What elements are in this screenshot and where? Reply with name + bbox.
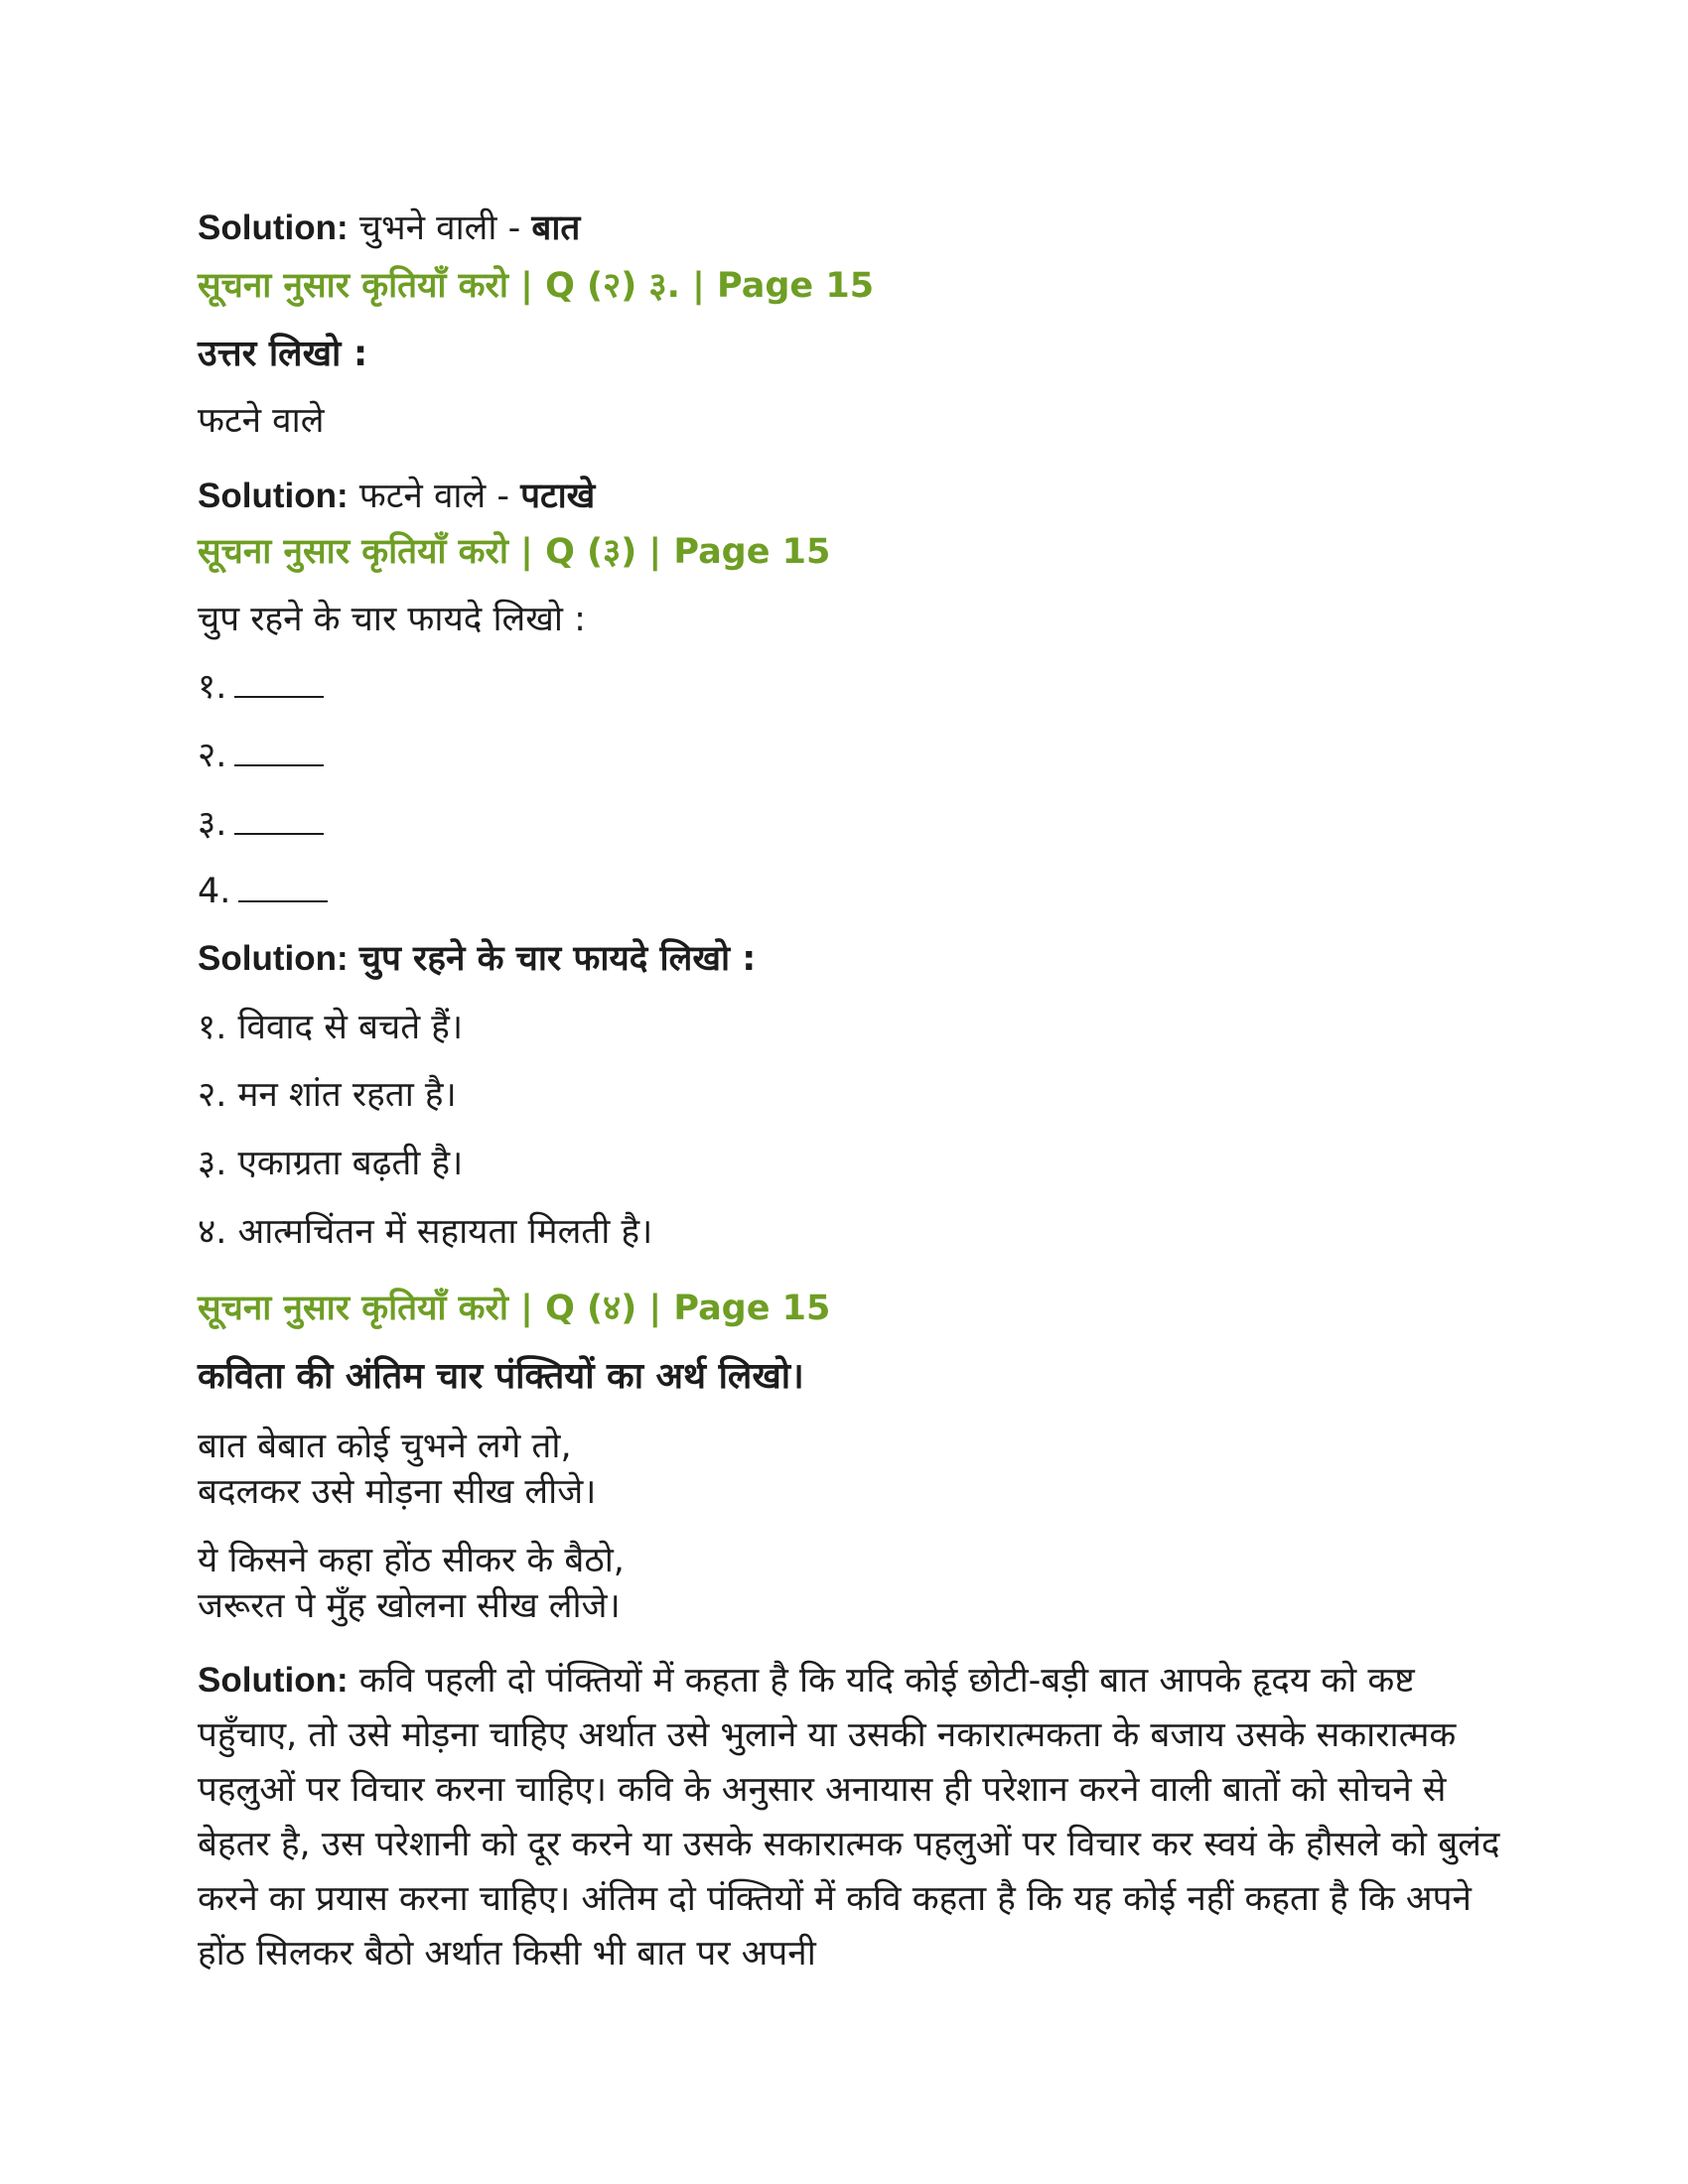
solution-label: Solution: xyxy=(198,208,349,247)
solution-answer: बात xyxy=(531,208,581,248)
poem-line: जरूरत पे मुँह खोलना सीख लीजे। xyxy=(198,1586,621,1626)
solution-label: Solution: xyxy=(198,1661,349,1700)
blank-line xyxy=(234,737,324,766)
blank-number: ३. xyxy=(198,804,227,844)
blank-number: 4. xyxy=(198,872,231,911)
solution-title: चुप रहने के चार फायदे लिखो : xyxy=(358,939,757,979)
poem-line: बदलकर उसे मोड़ना सीख लीजे। xyxy=(198,1472,597,1512)
solution-text: कवि पहली दो पंक्तियों में कहता है कि यदि कोई छोटी-बड़ी बात आपके हृदय को कष्ट पहुँचाए, तो उसे मोड़ना चाहिए अर्थात उसे भुलाने या उसकी नकारात्मकता के बजाय उसके सकारात्मक पहलुओं पर विचार करना चाहिए। कवि के अनुसार अनायास ही परेशान करने वाली बातों को सोचने से बेहतर है, उस परेशानी को दूर करने या उसके सकारात्मक पहलुओं पर विचार कर स्वयं के हौसले को बुलंद करने का प्रयास करना चाहिए। अंतिम दो पंक्तियों में कवि कहता है कि यह कोई नहीं कहता है कि अपने होंठ सिलकर बैठो अर्थात किसी भी बात पर अपनी xyxy=(198,1661,1500,1974)
solution-text: चुभने वाली - xyxy=(358,208,532,248)
solution-line-2 xyxy=(198,477,595,516)
answer-item: २. मन शांत रहता है। xyxy=(198,1075,457,1115)
question-heading-2: सूचना नुसार कृतियाँ करो | Q (२) ३. | Page 15 xyxy=(198,266,875,306)
answer-item: ४. आत्मचिंतन में सहायता मिलती है। xyxy=(198,1212,653,1252)
solution-text: फटने वाले - xyxy=(358,477,521,516)
question-heading-4: सूचना नुसार कृतियाँ करो | Q (४) | Page 15 xyxy=(198,1289,831,1328)
blank-number: १. xyxy=(198,667,227,707)
question-prompt-2: फटने वाले xyxy=(198,401,325,441)
question-text-2: उत्तर लिखो : xyxy=(198,334,368,374)
question-text-4: कविता की अंतिम चार पंक्तियों का अर्थ लिखो। xyxy=(198,1356,804,1397)
solution-label: Solution: xyxy=(198,477,349,515)
question-heading-3: सूचना नुसार कृतियाँ करो | Q (३) | Page 15 xyxy=(198,532,831,572)
poem-line: बात बेबात कोई चुभने लगे तो, xyxy=(198,1427,572,1466)
blank-item xyxy=(198,667,324,707)
solution-paragraph-4 xyxy=(198,1653,1508,1981)
blank-line xyxy=(234,668,324,698)
blank-item xyxy=(198,804,324,844)
answer-item: ३. एकाग्रता बढ़ती है। xyxy=(198,1144,464,1183)
answer-item: १. विवाद से बचते हैं। xyxy=(198,1008,464,1047)
blank-number: २. xyxy=(198,736,227,775)
solution-answer: पटाखे xyxy=(520,477,596,516)
question-text-3: चुप रहने के चार फायदे लिखो : xyxy=(198,600,586,639)
blank-line xyxy=(234,805,324,835)
poem-line: ये किसने कहा होंठ सीकर के बैठो, xyxy=(198,1541,625,1580)
blank-item xyxy=(198,872,328,911)
blank-line xyxy=(238,873,328,902)
blank-item xyxy=(198,736,324,775)
solution-line-3 xyxy=(198,939,756,979)
solution-label: Solution: xyxy=(198,939,349,978)
solution-line-1 xyxy=(198,208,580,248)
